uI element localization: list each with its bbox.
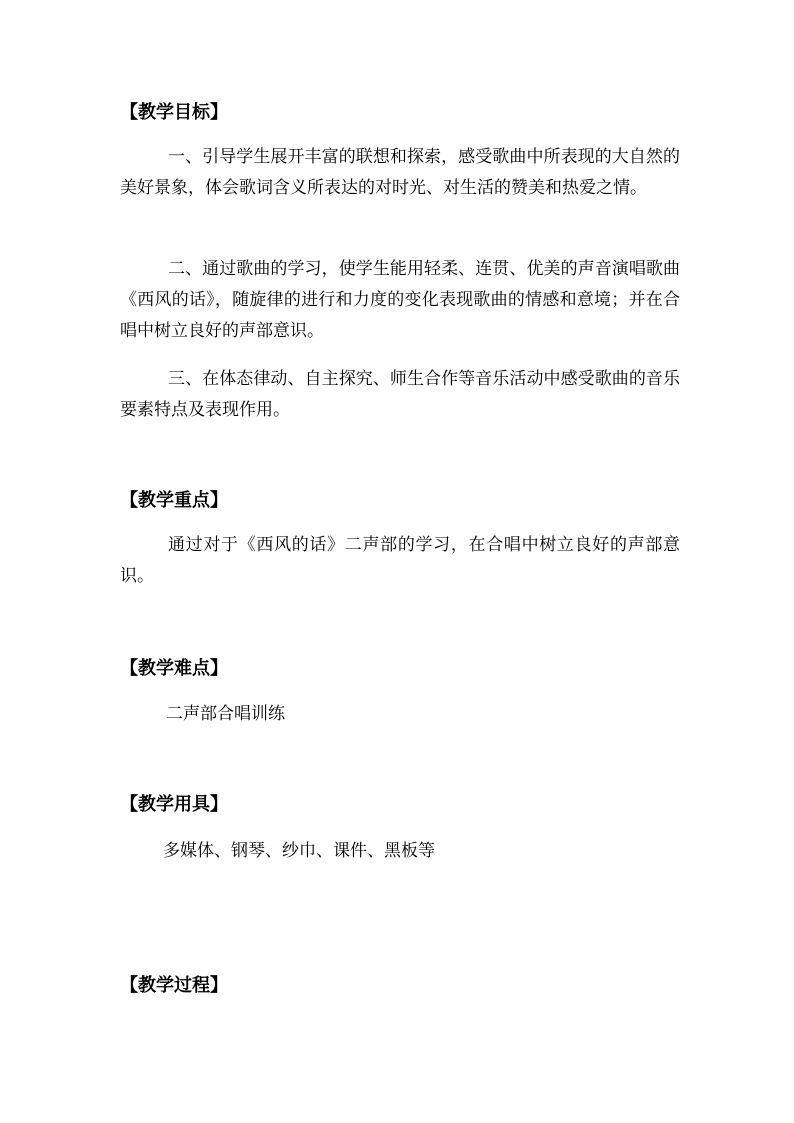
difficulties-text: 二声部合唱训练 [166,704,285,724]
objectives-heading: 【教学目标】 [120,102,228,123]
key-points-text: 通过对于《西风的话》二声部的学习，在合唱中树立良好的声部意识。 [120,535,680,586]
objective-item-3: 三、在体态律动、自主探究、师生合作等音乐活动中感受歌曲的音乐要素特点及表现作用。 [120,369,680,420]
key-points-heading: 【教学重点】 [120,490,228,511]
tools-heading: 【教学用具】 [120,794,228,815]
tools-text: 多媒体、钢琴、纱巾、课件、黑板等 [163,841,435,861]
objective-item-1: 一、引导学生展开丰富的联想和探索，感受歌曲中所表现的大自然的美好景象，体会歌词含义所表达的对时光、对生活的赞美和热爱之情。 [120,147,680,198]
objective-item-2: 二、通过歌曲的学习，使学生能用轻柔、连贯、优美的声音演唱歌曲《西风的话》，随旋律的进行和力度的变化表现歌曲的情感和意境；并在合唱中树立良好的声部意识。 [120,259,680,341]
process-heading: 【教学过程】 [120,975,228,996]
difficulties-heading: 【教学难点】 [120,658,228,679]
